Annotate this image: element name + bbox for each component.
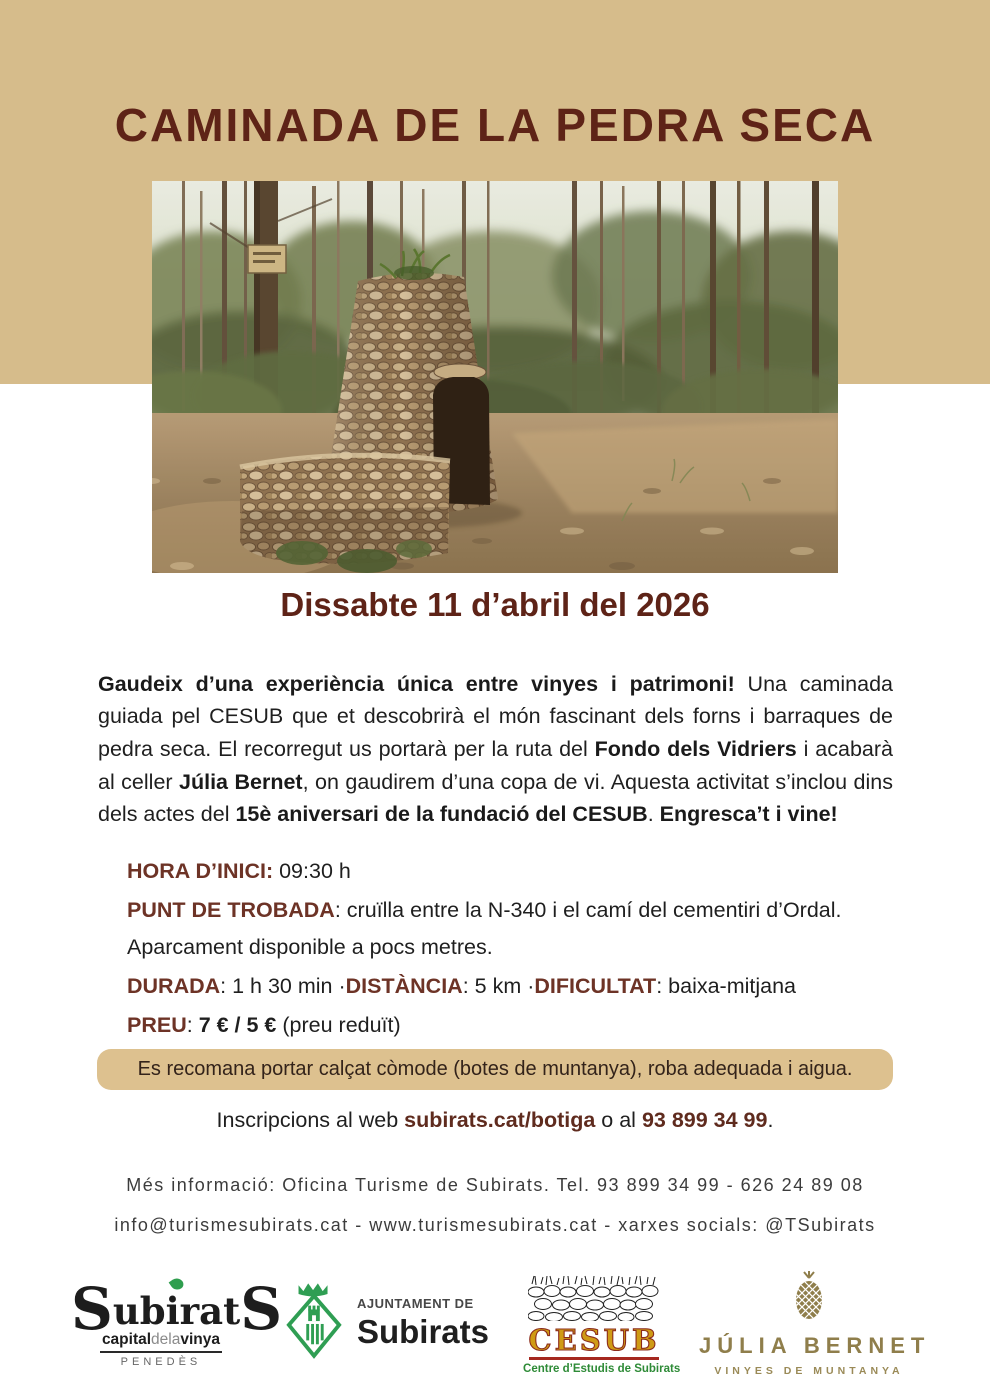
- pinecone-icon: [789, 1270, 829, 1322]
- signup-web-link: subirats.cat/botiga: [404, 1108, 596, 1132]
- winery-name: Júlia Bernet: [179, 769, 303, 794]
- stone-wall-sketch-icon: [528, 1271, 660, 1321]
- closing-text: Engresca’t i vine!: [659, 802, 838, 827]
- logo-subirats-capital: SubiratS capitaldelavinya PENEDÈS: [70, 1275, 283, 1368]
- contact-info: [0, 1166, 990, 1245]
- logo-ajuntament-subirats: AJUNTAMENT DE Subirats: [285, 1280, 489, 1366]
- contact-line-1: Més informació: Oficina Turisme de Subirats. Tel. 93 899 34 99 - 626 24 89 08: [126, 1175, 864, 1195]
- subirats-tagline: capitaldelavinya: [100, 1331, 222, 1353]
- detail-price: PREU: 7 € / 5 € (preu reduït): [127, 1012, 401, 1037]
- detail-meeting-point: PUNT DE TROBADA: cruïlla entre la N-340 i el camí del cementiri d’Ordal. Aparcament disponible a pocs metres.: [127, 897, 842, 959]
- event-date: Dissabte 11 d’abril del 2026: [280, 586, 710, 623]
- coat-of-arms-icon: [285, 1280, 343, 1366]
- event-photo: [152, 181, 838, 573]
- subirats-region: PENEDÈS: [120, 1355, 202, 1368]
- recommendation-banner: Es recomana portar calçat còmode (botes de muntanya), roba adequada i aigua.: [97, 1049, 893, 1090]
- signup-phone: 93 899 34 99: [641, 1108, 768, 1132]
- route-name: Fondo dels Vidriers: [594, 736, 797, 761]
- detail-duration-distance-difficulty: DURADA: 1 h 30 min ·DISTÀNCIA: 5 km ·DIFICULTAT: baixa-mitjana: [127, 973, 797, 998]
- sponsor-logos: [0, 1258, 990, 1388]
- event-details: [127, 853, 897, 1046]
- intro-paragraph: Gaudeix d’una experiència única entre vinyes i patrimoni! Una caminada guiada pel CESUB que et descobrirà el món fascinant dels forns i barraques de pedra seca. El recorregut us portarà per la ruta del Fondo dels Vidriers i acabarà al celler Júlia Bernet, on gaudirem d’una copa de vi. Aquesta activitat s’inclou dins dels actes del 15è aniversari de la fundació del CESUB. Engresca’t i vine!: [98, 671, 893, 827]
- cesub-red-rule: [529, 1357, 659, 1360]
- intro-lead: Gaudeix d’una experiència única entre vinyes i patrimoni!: [98, 671, 735, 696]
- detail-start-time: HORA D’INICI: 09:30 h: [127, 859, 351, 883]
- dry-stone-hut-forest-illustration: [152, 181, 838, 573]
- poster-title: CAMINADA DE LA PEDRA SECA: [114, 99, 876, 151]
- signup-line: Inscripcions al web subirats.cat/botiga o al 93 899 34 99.: [216, 1108, 774, 1132]
- logo-julia-bernet: JÚLIA BERNET VINYES DE MUNTANYA: [699, 1270, 919, 1377]
- anniversary-text: 15è aniversari de la fundació del CESUB: [235, 802, 648, 827]
- logo-cesub: CESUB Centre d’Estudis de Subirats: [523, 1271, 665, 1375]
- contact-line-2: info@turismesubirats.cat - www.turismesubirats.cat - xarxes socials: @TSubirats: [114, 1214, 876, 1235]
